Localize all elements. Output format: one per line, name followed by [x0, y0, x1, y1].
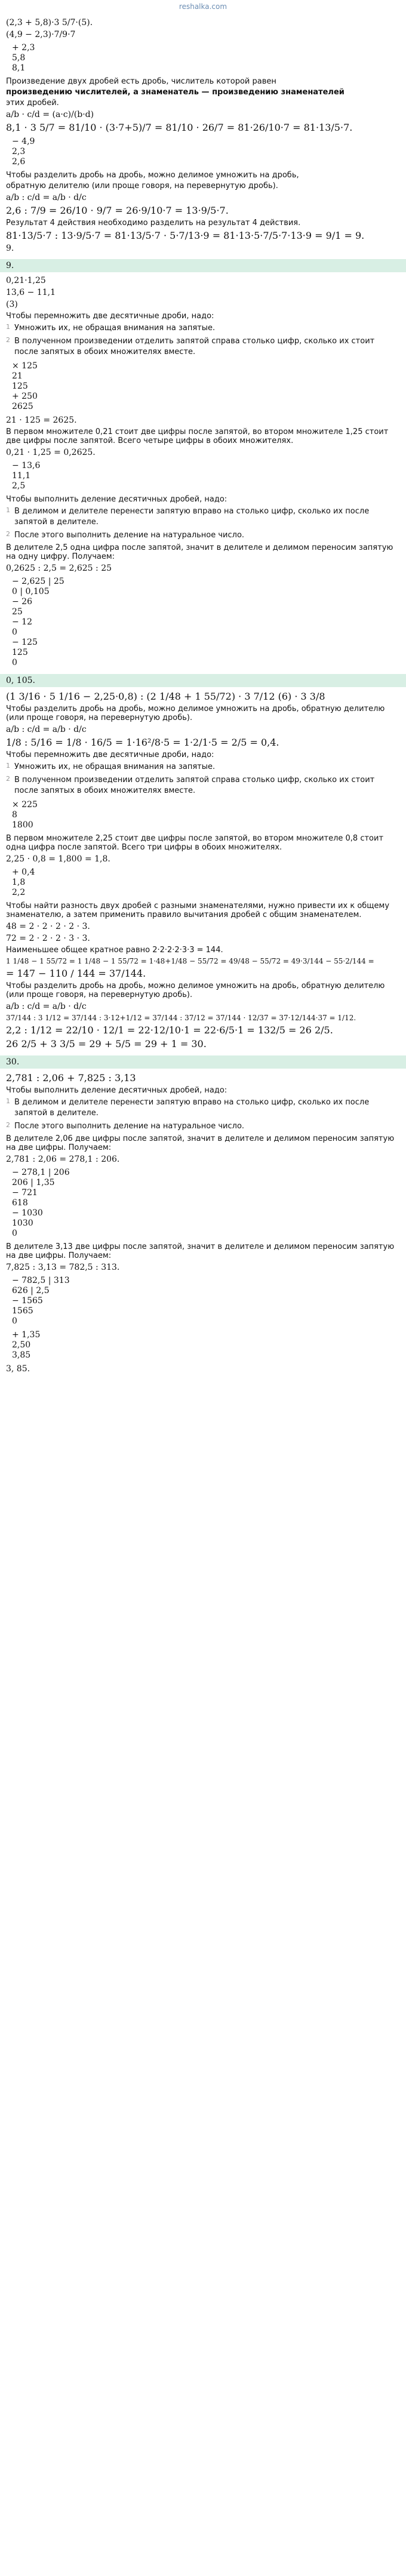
section-10 [0, 691, 406, 1050]
calculation: 2,25 · 0,8 = 1,800 = 1,8. [6, 854, 110, 864]
calc-row: 5,8 [12, 53, 26, 63]
calc-row: 25 [12, 607, 23, 617]
formula: a/b : c/d = a/b · d/c [6, 725, 87, 734]
explanation-text: В делителе 3,13 две цифры после запятой, значит в делителе и делимом переносим запятую на две цифры. Получаем: [6, 1242, 395, 1260]
explanation-text: Результат 4 действия необходимо разделить на результат 4 действия. [6, 218, 301, 227]
calc-row: 1,8 [12, 878, 26, 887]
calc-row: 2,6 [12, 157, 26, 167]
answer-band: 0, 105. [0, 674, 406, 687]
calculation: 37/144 : 3 1/12 = 37/144 : 3·12+1/12 = 37/144 : 37/12 = 37/144 · 12/37 = 37·12/144·37 = 1/12. [6, 1014, 356, 1022]
calc-row: 21 [12, 371, 23, 381]
calculation: 21 · 125 = 2625. [6, 416, 77, 425]
task-line: (1 3/16 · 5 1/16 − 2,25·0,8) : (2 1/48 + 1 55/72) · 3 7/12 (6) · 3 3/8 [6, 691, 325, 702]
calc-row: 8,1 [12, 63, 26, 73]
column-subtraction [12, 137, 400, 167]
calc-row: − 782,5 | 313 [12, 1276, 70, 1285]
explanation-text: обратную делителю (или проще говоря, на перевернутую дробь). [6, 181, 278, 190]
section-11 [0, 1072, 406, 1374]
calc-row: 3,85 [12, 1350, 31, 1360]
site-header [0, 0, 406, 16]
calc-row: 11,1 [12, 471, 31, 481]
calc-row: 206 | 1,35 [12, 1178, 55, 1187]
task-line: (3) [6, 300, 18, 309]
calc-row: × 225 [12, 800, 38, 810]
calc-row: + 0,4 [12, 867, 35, 877]
calc-row: 125 [12, 648, 28, 657]
calc-row: 2,2 [12, 888, 26, 897]
calc-row: 0 [12, 658, 17, 667]
answer: 3, 85. [6, 1364, 30, 1374]
calculation: 2,6 : 7/9 = 26/10 · 9/7 = 26·9/10·7 = 13·9/5·7. [6, 205, 229, 216]
explanation-text: Чтобы разделить дробь на дробь, можно делимое умножить на дробь, [6, 171, 299, 180]
calculation: 1 1/48 − 1 55/72 = 1 1/48 − 1 55/72 = 1·48+1/48 − 55/72 = 49/48 − 55/72 = 49·3/144 − 55·2/144 = [6, 957, 374, 965]
calc-row: 8 [12, 810, 17, 820]
calc-row: − 1030 [12, 1208, 43, 1218]
calc-row: − 721 [12, 1188, 38, 1198]
column-addition [12, 867, 400, 898]
calc-row: 1565 [12, 1306, 33, 1316]
calculation: = 147 − 110 / 144 = 37/144. [6, 968, 146, 979]
calculation: 1/8 : 5/16 = 1/8 · 16/5 = 1·16²/8·5 = 1·2/1·5 = 2/5 = 0,4. [6, 737, 279, 748]
step-list [6, 762, 400, 796]
step: 2 В полученном произведении отделить запятой справа столько цифр, сколько их стоит после запятых в обоих множителях вместе. [6, 775, 375, 795]
explanation-text: В делителе 2,06 две цифры после запятой, значит в делителе и делимом переносим запятую на две цифры. Получаем: [6, 1134, 395, 1152]
calc-row: 0 | 0,105 [12, 587, 50, 596]
calculation: 7,825 : 3,13 = 782,5 : 313. [6, 1263, 120, 1272]
column-multiplication [12, 800, 400, 830]
calc-row: − 26 [12, 597, 32, 607]
calc-row: 1030 [12, 1218, 33, 1228]
calc-row: 0 [12, 1316, 17, 1326]
calc-row: 2,3 [12, 147, 26, 156]
task-line: (2,3 + 5,8)·3 5/7·(5). [6, 18, 93, 27]
calc-row: 2,5 [12, 481, 26, 491]
explanation-text: Наименьшее общее кратное равно 2·2·2·2·3·3 = 144. [6, 946, 223, 955]
calculation: 2,781 : 2,06 = 278,1 : 206. [6, 1155, 120, 1164]
step: 2 После этого выполнить деление на натуральное число. [6, 1121, 245, 1131]
calc-row: 626 | 2,5 [12, 1286, 50, 1295]
answer-band: 9. [0, 259, 406, 272]
calculation: 0,21 · 1,25 = 0,2625. [6, 448, 96, 457]
calc-row: 2,50 [12, 1340, 31, 1350]
explanation-text: В первом множителе 2,25 стоит две цифры после запятой, во втором множителе 0,8 стоит одна цифра после запятой. Всего три цифры в обоих множителях. [6, 834, 384, 852]
explanation-text: Чтобы разделить дробь на дробь, можно делимое умножить на дробь, обратную делителю (или проще говоря, на перевернутую дробь). [6, 704, 385, 722]
calc-row: 0 [12, 1229, 17, 1238]
calc-row: − 13,6 [12, 461, 41, 470]
calc-row: − 125 [12, 638, 38, 647]
explanation-text: Чтобы выполнить деление десятичных дробей, надо: [6, 495, 227, 504]
calc-row: − 4,9 [12, 137, 35, 146]
formula: a/b : c/d = a/b · d/c [6, 1002, 87, 1011]
section-8 [0, 18, 406, 253]
calculation: 8,1 · 3 5/7 = 81/10 · (3·7+5)/7 = 81/10 · 26/7 = 81·26/10·7 = 81·13/5·7. [6, 122, 353, 133]
step-list [6, 506, 400, 541]
task-line: (4,9 − 2,3)·7/9·7 [6, 30, 76, 39]
step-list [6, 323, 400, 358]
task-line: 2,781 : 2,06 + 7,825 : 3,13 [6, 1072, 136, 1084]
calc-row: 125 [12, 381, 28, 391]
formula: a/b : c/d = a/b · d/c [6, 193, 87, 202]
calculation: 0,2625 : 2,5 = 2,625 : 25 [6, 564, 112, 573]
calculation: 2,2 : 1/12 = 22/10 · 12/1 = 22·12/10·1 = 22·6/5·1 = 132/5 = 26 2/5. [6, 1024, 333, 1036]
task-line: 13,6 − 11,1 [6, 288, 56, 297]
calc-row: 618 [12, 1198, 28, 1208]
explanation-text: Чтобы разделить дробь на дробь, можно делимое умножить на дробь, обратную делителю (или проще говоря, на перевернутую дробь). [6, 981, 385, 999]
step: 1 Умножить их, не обращая внимания на запятые. [6, 323, 216, 333]
long-division [12, 1168, 400, 1239]
answer: 9. [6, 244, 14, 253]
explanation-text: В первом множителе 0,21 стоит две цифры после запятой, во втором множителе 1,25 стоит две цифры после запятой. Всего четыре цифры в обоих множителях. [6, 427, 389, 445]
explanation-text: Чтобы перемножить две десятичные дроби, надо: [6, 750, 214, 759]
calc-row: 1800 [12, 820, 33, 830]
explanation-text: Произведение двух дробей есть дробь, числитель которой равен [6, 77, 276, 86]
answer-band: 30. [0, 1055, 406, 1069]
calc-row: − 278,1 | 206 [12, 1168, 70, 1177]
step: 1 В делимом и делителе перенести запятую вправо на столько цифр, сколько их после запятой в делителе. [6, 1097, 370, 1118]
step: 2 В полученном произведении отделить запятой справа столько цифр, сколько их стоит после запятых в обоих множителях вместе. [6, 336, 375, 356]
calc-row: + 2,3 [12, 43, 35, 53]
calculation: 81·13/5·7 : 13·9/5·7 = 81·13/5·7 · 5·7/13·9 = 81·13·5·7/5·7·13·9 = 9/1 = 9. [6, 230, 365, 241]
calc-row: 0 [12, 627, 17, 637]
step: 2 После этого выполнить деление на натуральное число. [6, 530, 245, 540]
explanation-text: Чтобы перемножить две десятичные дроби, надо: [6, 312, 214, 321]
column-subtraction [12, 461, 400, 491]
calc-row: − 1565 [12, 1296, 43, 1306]
explanation-text: Чтобы найти разность двух дробей с разными знаменателями, нужно привести их к общему знаменателю, а затем применить правило вычитания дробей с общим знаменателем. [6, 901, 390, 919]
explanation-text: произведению числителей, а знаменатель — произведению знаменателей [6, 88, 345, 97]
explanation-text: В делителе 2,5 одна цифра после запятой, значит в делителе и делимом переносим запятую на одну цифру. Получаем: [6, 543, 393, 561]
column-addition [12, 1330, 400, 1361]
calc-row: + 250 [12, 392, 38, 401]
calc-row: × 125 [12, 361, 38, 371]
long-division [12, 577, 400, 668]
section-9 [0, 276, 406, 668]
site-name: reshalka.com [179, 2, 227, 11]
calculation: 26 2/5 + 3 3/5 = 29 + 5/5 = 29 + 1 = 30. [6, 1038, 207, 1050]
step-list [6, 1097, 400, 1132]
factorization: 72 = 2 · 2 · 2 · 3 · 3. [6, 934, 90, 943]
column-addition [12, 43, 400, 73]
formula: a/b · c/d = (a·c)/(b·d) [6, 110, 94, 119]
long-division [12, 1276, 400, 1327]
calc-row: + 1,35 [12, 1330, 41, 1340]
column-multiplication [12, 361, 400, 412]
explanation-text: этих дробей. [6, 99, 59, 107]
step: 1 Умножить их, не обращая внимания на запятые. [6, 762, 216, 771]
calc-row: 2625 [12, 402, 33, 411]
explanation-text: Чтобы выполнить деление десятичных дробей, надо: [6, 1086, 227, 1095]
task-line: 0,21·1,25 [6, 276, 46, 285]
calc-row: − 2,625 | 25 [12, 577, 64, 586]
factorization: 48 = 2 · 2 · 2 · 2 · 3. [6, 922, 90, 931]
step: 1 В делимом и делителе перенести запятую вправо на столько цифр, сколько их после запятой в делителе. [6, 506, 370, 527]
calc-row: − 12 [12, 617, 32, 627]
